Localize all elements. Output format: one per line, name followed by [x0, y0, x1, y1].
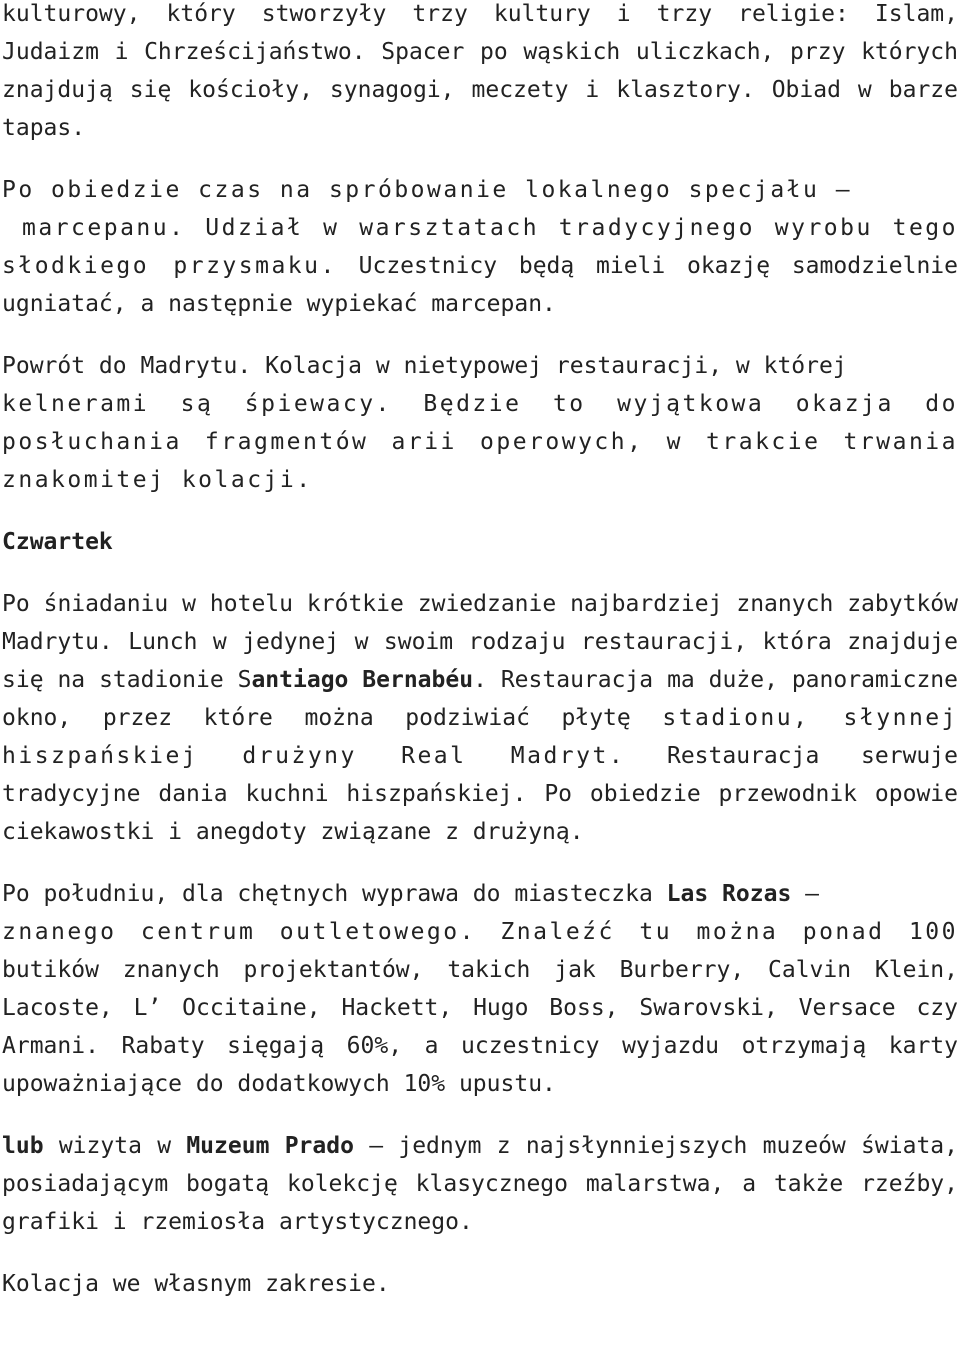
paragraph-prado	[2, 1127, 958, 1241]
paragraph-toledo	[2, 0, 958, 147]
paragraph-text-spaced: znanego centrum outletowego. Znaleźć tu można ponad 100	[2, 919, 958, 945]
document-body	[2, 0, 958, 1327]
town-name: Las Rozas	[666, 881, 792, 907]
paragraph-marzipan	[2, 171, 958, 323]
paragraph-text: Po śniadaniu w hotelu krótkie zwiedzanie najbardziej znanych zabytków Madrytu. Lunch w jedynej w swoim rodzaju restauracji, która znajduje się na stadionie S	[2, 591, 958, 693]
paragraph-text: – jednym z najsłynniejszych muzeów świata, posiadającym bogatą kolekcję klasycznego malarstwa, a także rzeźby, grafiki i rzemiosła artystycznego.	[2, 1133, 958, 1235]
museum-name: Muzeum Prado	[186, 1133, 354, 1159]
paragraph-text: Restauracja serwuje tradycyjne dania kuchni hiszpańskiej. Po obiedzie przewodnik opowie ciekawostki i anegdoty związane z drużyną.	[2, 743, 958, 845]
paragraph-text: wizyta w	[43, 1133, 187, 1159]
stadium-name: antiago Bernabéu	[251, 667, 474, 693]
paragraph-las-rozas	[2, 875, 958, 1103]
paragraph-text: Po południu, dla chętnych wyprawa do miasteczka	[2, 881, 667, 907]
paragraph-text: Uczestnicy będą mieli okazję samodzielnie ugniatać, a następnie wypiekać marcepan.	[2, 253, 958, 317]
option-word: lub	[2, 1133, 44, 1159]
paragraph-text: Kolacja we własnym zakresie.	[2, 1271, 390, 1297]
paragraph-text-spaced: kelnerami są śpiewacy. Będzie to wyjątkowa okazja do posłuchania fragmentów arii operowych, w trakcie trwania znakomitej kolacji.	[2, 391, 958, 493]
paragraph-text: –	[791, 881, 819, 907]
paragraph-text: . Restauracja ma duże, panoramiczne okno, przez które można podziwiać płytę	[2, 667, 958, 731]
paragraph-text-spaced: stadionu, słynnej hiszpańskiej drużyny Real Madryt.	[2, 705, 958, 769]
paragraph-text: butików znanych projektantów, takich jak Burberry, Calvin Klein, Lacoste, L’ Occitaine, Hackett, Hugo Boss, Swarovski, Versace czy Armani. Rabaty sięgają 60%, a uczestnicy wyjazdu otrzymają karty upoważniające do dodatkowych 10% upustu.	[2, 957, 958, 1097]
paragraph-text: kulturowy, który stworzyły trzy kultury i trzy religie: Islam, Judaizm i Chrześcijaństwo. Spacer po wąskich uliczkach, przy których znajdują się kościoły, synagogi, meczety i klasztory. Obiad w barze tapas.	[2, 1, 958, 141]
paragraph-bernabeu	[2, 585, 958, 851]
paragraph-text-spaced: marcepanu. Udział w warsztatach tradycyjnego wyrobu tego słodkiego przysmaku.	[2, 215, 958, 279]
paragraph-text-spaced: Po obiedzie czas na spróbowanie lokalnego specjału –	[2, 177, 853, 203]
paragraph-return-madrid	[2, 347, 958, 499]
day-heading: Czwartek	[2, 529, 113, 555]
paragraph-text: Powrót do Madrytu. Kolacja w nietypowej restauracji, w której	[2, 353, 847, 379]
paragraph-dinner	[2, 1265, 958, 1303]
